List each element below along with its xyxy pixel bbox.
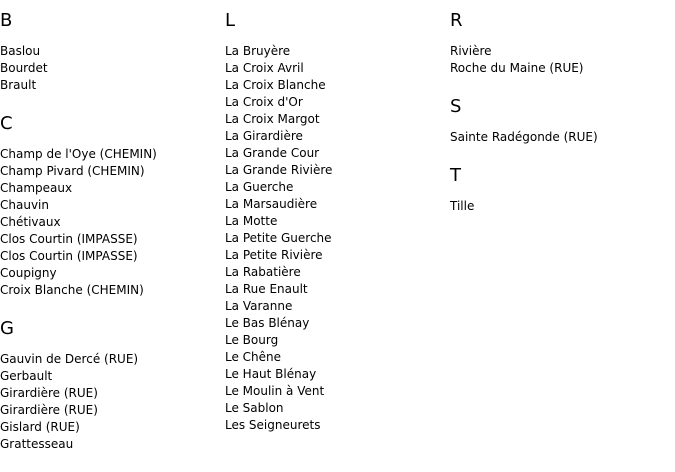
street-item[interactable]: Rivière [450, 44, 492, 58]
street-item[interactable]: La Rabatière [225, 265, 301, 279]
street-item[interactable]: Le Haut Blénay [225, 367, 317, 381]
street-item[interactable]: Grattesseau [0, 437, 74, 451]
street-item[interactable]: Coupigny [0, 266, 57, 280]
street-item[interactable]: Le Bourg [225, 333, 279, 347]
street-item[interactable]: La Guerche [225, 180, 294, 194]
letter-group [450, 164, 670, 215]
street-item[interactable]: La Girardière [225, 129, 303, 143]
street-item[interactable]: La Croix Avril [225, 61, 304, 75]
letter-heading: B [0, 10, 13, 31]
street-item[interactable]: La Motte [225, 214, 278, 228]
street-item[interactable]: Sainte Radégonde (RUE) [450, 130, 598, 144]
street-list [225, 43, 445, 434]
street-item[interactable]: Baslou [0, 44, 41, 58]
street-item[interactable]: Chauvin [0, 198, 49, 212]
street-item[interactable]: Girardière (RUE) [0, 386, 98, 400]
street-item[interactable]: La Rue Enault [225, 282, 308, 296]
street-item[interactable]: Les Seigneurets [225, 418, 321, 432]
street-item[interactable]: La Croix Margot [225, 112, 320, 126]
letter-group [450, 9, 670, 77]
street-item[interactable]: Chétivaux [0, 215, 61, 229]
street-list [450, 129, 670, 146]
street-item[interactable]: Gauvin de Dercé (RUE) [0, 352, 139, 366]
street-list [0, 351, 220, 453]
street-item[interactable]: Le Bas Blénay [225, 316, 310, 330]
street-item[interactable]: La Grande Cour [225, 146, 320, 160]
street-item[interactable]: La Croix d'Or [225, 95, 303, 109]
street-item[interactable]: La Marsaudière [225, 197, 318, 211]
street-list [0, 146, 220, 299]
street-item[interactable]: La Petite Guerche [225, 231, 332, 245]
index-column [450, 9, 670, 215]
street-item[interactable]: Le Sablon [225, 401, 284, 415]
index-column [0, 9, 220, 453]
letter-heading: R [450, 10, 463, 31]
street-item[interactable]: Bourdet [0, 61, 48, 75]
letter-heading: L [225, 10, 236, 31]
letter-heading: S [450, 96, 462, 117]
street-item[interactable]: Gislard (RUE) [0, 420, 80, 434]
letter-group [0, 112, 220, 299]
letter-group [0, 317, 220, 453]
street-item[interactable]: La Croix Blanche [225, 78, 326, 92]
street-item[interactable]: Roche du Maine (RUE) [450, 61, 584, 75]
letter-group [225, 9, 445, 434]
street-item[interactable]: La Grande Rivière [225, 163, 333, 177]
street-item[interactable]: Gerbault [0, 369, 53, 383]
street-list [450, 198, 670, 215]
letter-group [450, 95, 670, 146]
street-item[interactable]: La Petite Rivière [225, 248, 323, 262]
street-item[interactable]: Le Chêne [225, 350, 282, 364]
street-list [0, 43, 220, 94]
street-item[interactable]: Tille [450, 199, 475, 213]
letter-heading: T [450, 165, 461, 186]
street-item[interactable]: Girardière (RUE) [0, 403, 98, 417]
street-item[interactable]: Champ de l'Oye (CHEMIN) [0, 147, 157, 161]
street-item[interactable]: Brault [0, 78, 37, 92]
street-item[interactable]: Champeaux [0, 181, 73, 195]
street-item[interactable]: Clos Courtin (IMPASSE) [0, 232, 138, 246]
street-item[interactable]: Champ Pivard (CHEMIN) [0, 164, 145, 178]
letter-heading: G [0, 318, 14, 339]
street-item[interactable]: Le Moulin à Vent [225, 384, 325, 398]
index-column [225, 9, 445, 434]
letter-heading: C [0, 113, 13, 134]
street-item[interactable]: Croix Blanche (CHEMIN) [0, 283, 144, 297]
street-list [450, 43, 670, 77]
street-item[interactable]: La Bruyère [225, 44, 291, 58]
street-item[interactable]: La Varanne [225, 299, 293, 313]
letter-group [0, 9, 220, 94]
street-item[interactable]: Clos Courtin (IMPASSE) [0, 249, 138, 263]
